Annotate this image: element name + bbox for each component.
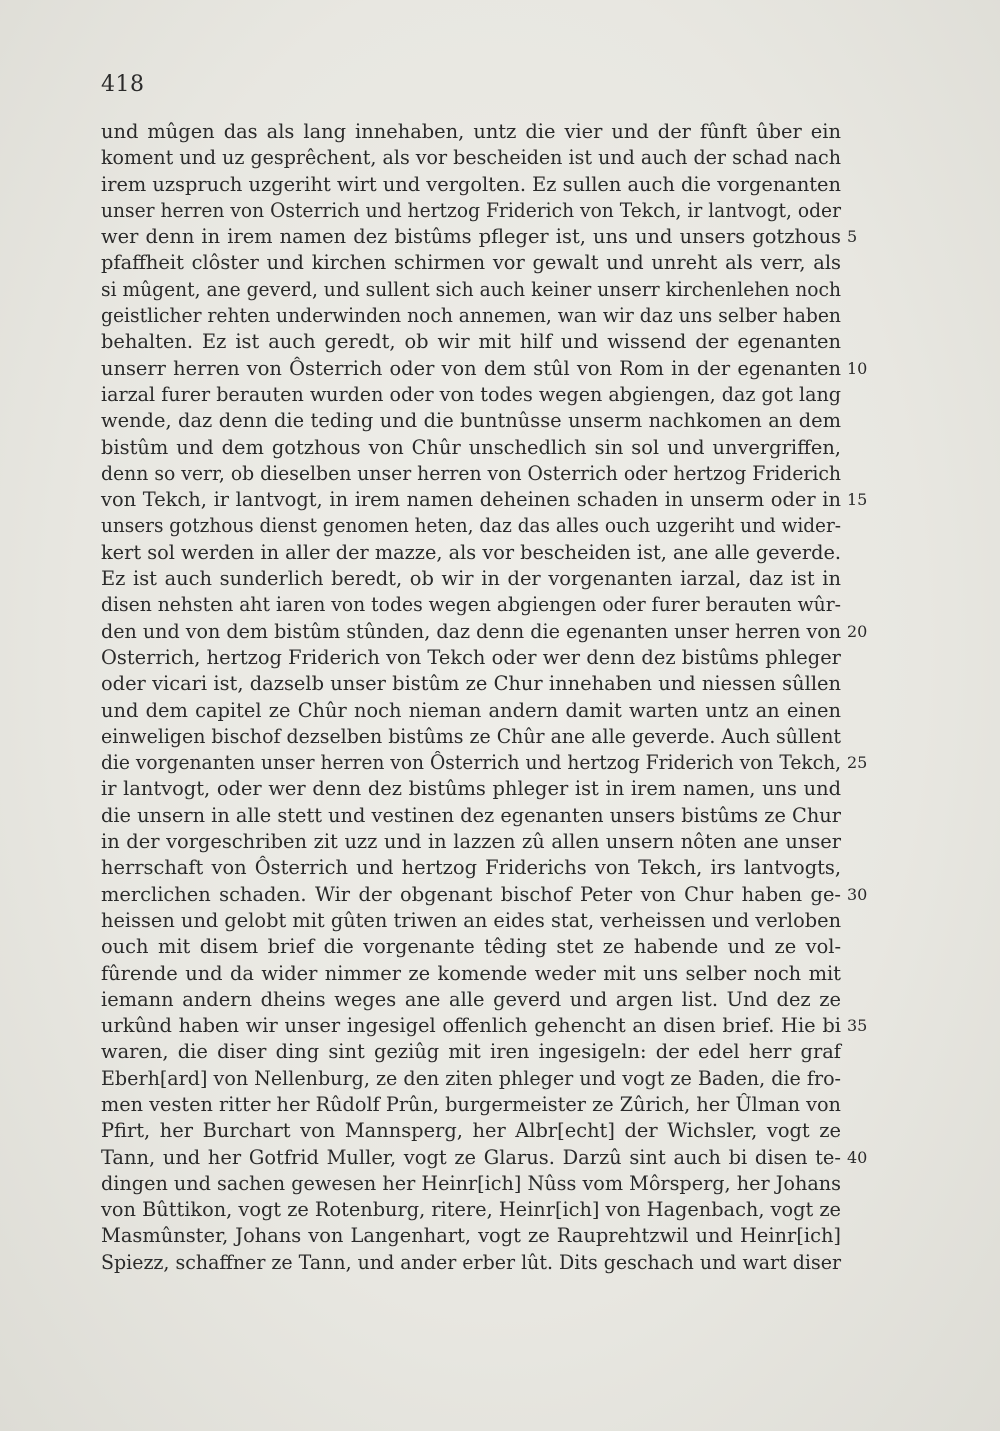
text-line <box>101 1118 841 1144</box>
text-line <box>101 250 841 276</box>
line-number: 15 <box>847 490 868 510</box>
text-line <box>101 1145 868 1171</box>
text-line <box>101 592 841 618</box>
text-line-content: einweligen bischof dezselben bistûms ze Chûr ane alle geverde. Auch sûllent <box>101 724 842 748</box>
text-line <box>101 671 841 697</box>
text-line-content: in der vorgeschriben zit uzz und in lazzen zû allen unsern nôten ane unser <box>101 830 842 854</box>
text-line-content: Eberh[ard] von Nellenburg, ze den ziten phleger und vogt ze Baden, die fro- <box>101 1066 842 1090</box>
text-line <box>101 619 868 645</box>
text-line-content: pfaffheit clôster und kirchen schirmen vor gewalt und unreht als verr, als <box>101 251 841 275</box>
text-line-content: irem uzspruch uzgeriht wirt und vergolten. Ez sullen auch die vorgenanten <box>101 172 841 196</box>
text-line-content: Masmûnster, Johans von Langenhart, vogt ze Rauprehtzwil und Heinr[ich] <box>101 1224 841 1248</box>
text-line-content: die vorgenanten unser herren von Ôsterrich und hertzog Friderich von Tekch, <box>101 751 842 775</box>
text-line <box>101 1092 841 1118</box>
text-line-content: von Tekch, ir lantvogt, in irem namen deheinen schaden in unserm oder in <box>101 488 841 512</box>
text-line <box>101 1197 841 1223</box>
text-line-content: wer denn in irem namen dez bistûms pfleger ist, uns und unsers gotzhous <box>101 225 842 249</box>
line-number: 10 <box>847 358 868 378</box>
text-line-content: ir lantvogt, oder wer denn dez bistûms phleger ist in irem namen, uns und <box>101 777 842 801</box>
line-number: 40 <box>847 1147 868 1167</box>
text-line-content: bistûm und dem gotzhous von Chûr unschedlich sin sol und unvergriffen, <box>101 435 841 459</box>
text-line <box>101 961 841 987</box>
text-line <box>101 750 868 776</box>
text-line-content: iarzal furer berauten wurden oder von todes wegen abgiengen, daz got lang <box>101 382 841 406</box>
text-line <box>101 224 858 250</box>
line-number: 35 <box>847 1016 868 1036</box>
text-line <box>101 1039 841 1065</box>
text-line-content: und mûgen das als lang innehaben, untz die vier und der fûnft ûber ein <box>101 120 841 143</box>
text-line <box>101 1250 841 1276</box>
text-line <box>101 987 841 1013</box>
text-line-content: Osterrich, hertzog Friderich von Tekch oder wer denn dez bistûms phleger <box>101 645 841 669</box>
text-line-content: Tann, und her Gotfrid Muller, vogt ze Glarus. Darzû sint auch bi disen te- <box>101 1145 841 1169</box>
text-line-content: von Bûttikon, vogt ze Rotenburg, ritere, Heinr[ich] von Hagenbach, vogt ze <box>101 1198 841 1222</box>
text-line <box>101 513 841 539</box>
text-line-content: geistlicher rehten underwinden noch annemen, wan wir daz uns selber haben <box>101 304 841 328</box>
text-line <box>101 1013 868 1039</box>
text-line <box>101 435 841 461</box>
text-line-content: fûrende und da wider nimmer ze komende weder mit uns selber noch mit <box>101 961 841 985</box>
text-line <box>101 776 841 802</box>
text-line <box>101 198 841 224</box>
text-line-content: disen nehsten aht iaren von todes wegen abgiengen oder furer berauten wûr- <box>101 593 842 617</box>
text-line <box>101 724 841 750</box>
text-line-content: men vesten ritter her Rûdolf Prûn, burgermeister ze Zûrich, her Ûlman von <box>101 1092 841 1116</box>
text-line-content: und dem capitel ze Chûr noch nieman andern damit warten untz an einen <box>101 698 842 722</box>
line-number: 5 <box>847 227 858 247</box>
text-line-content: den und von dem bistûm stûnden, daz denn die egenanten unser herren von <box>101 619 842 643</box>
text-line <box>101 566 841 592</box>
text-line <box>101 382 841 408</box>
text-line <box>101 934 841 960</box>
text-line <box>101 408 841 434</box>
text-line-content: urkûnd haben wir unser ingesigel offenlich gehencht an disen brief. Hie bi <box>101 1014 841 1038</box>
text-line <box>101 829 841 855</box>
text-line <box>101 1171 841 1197</box>
text-line <box>101 1066 841 1092</box>
text-line-content: kert sol werden in aller der mazze, als vor bescheiden ist, ane alle geverde. <box>101 540 842 564</box>
text-line <box>101 356 868 382</box>
text-line-content: herrschaft von Ôsterrich und hertzog Friderichs von Tekch, irs lantvogts, <box>101 856 842 880</box>
text-line-content: si mûgent, ane geverd, und sullent sich auch keiner unserr kirchenlehen noch <box>101 277 841 301</box>
text-line-content: merclichen schaden. Wir der obgenant bischof Peter von Chur haben ge- <box>101 882 841 906</box>
text-line-content: unserr herren von Ôsterrich oder von dem stûl von Rom in der egenanten <box>101 356 841 380</box>
text-line <box>101 908 841 934</box>
text-line-content: Spiezz, schaffner ze Tann, und ander erber lût. Dits geschach und wart diser <box>101 1250 842 1274</box>
line-number: 20 <box>847 621 868 641</box>
text-line-content: unsers gotzhous dienst genomen heten, daz das alles ouch uzgeriht und wider- <box>101 514 842 538</box>
text-line <box>101 487 868 513</box>
text-line <box>101 1223 841 1249</box>
text-line <box>101 277 841 303</box>
text-line <box>101 855 841 881</box>
text-line <box>101 803 841 829</box>
text-line-content: Pfirt, her Burchart von Mannsperg, her Albr[echt] der Wichsler, vogt ze <box>101 1119 841 1143</box>
page-number: 418 <box>101 72 145 97</box>
text-line <box>101 698 841 724</box>
text-line <box>101 172 841 198</box>
line-number: 30 <box>847 884 868 904</box>
text-line-content: unser herren von Osterrich und hertzog Friderich von Tekch, ir lantvogt, oder <box>101 198 842 222</box>
text-line-content: iemann andern dheins weges ane alle geverd und argen list. Und dez ze <box>101 987 841 1011</box>
text-line <box>101 461 841 487</box>
body-text <box>101 119 868 1276</box>
text-line-content: denn so verr, ob dieselben unser herren von Osterrich oder hertzog Friderich <box>101 461 841 485</box>
text-line-content: dingen und sachen gewesen her Heinr[ich] Nûss vom Môrsperg, her Johans <box>101 1171 842 1195</box>
text-line-content: oder vicari ist, dazselb unser bistûm ze Chur innehaben und niessen sûllen <box>101 672 841 696</box>
text-line-content: waren, die diser ding sint geziûg mit iren ingesigeln: der edel herr graf <box>101 1040 841 1064</box>
text-line <box>101 645 841 671</box>
text-line <box>101 540 841 566</box>
text-line-content: ouch mit disem brief die vorgenante têding stet ze habende und ze vol- <box>101 935 842 959</box>
text-line-content: koment und uz gesprêchent, als vor bescheiden ist und auch der schad nach <box>101 146 841 170</box>
text-line <box>101 329 841 355</box>
text-line-content: heissen und gelobt mit gûten triwen an eides stat, verheissen und verloben <box>101 908 842 932</box>
text-line <box>101 303 841 329</box>
text-line <box>101 882 868 908</box>
text-line <box>101 145 841 171</box>
text-line-content: behalten. Ez ist auch geredt, ob wir mit hilf und wissend der egenanten <box>101 330 841 354</box>
line-number: 25 <box>847 753 868 773</box>
text-line-content: Ez ist auch sunderlich beredt, ob wir in der vorgenanten iarzal, daz ist in <box>101 567 841 591</box>
text-line <box>101 119 841 145</box>
text-line-content: wende, daz denn die teding und die buntnûsse unserm nachkomen an dem <box>101 409 841 433</box>
text-line-content: die unsern in alle stett und vestinen dez egenanten unsers bistûms ze Chur <box>101 803 841 827</box>
